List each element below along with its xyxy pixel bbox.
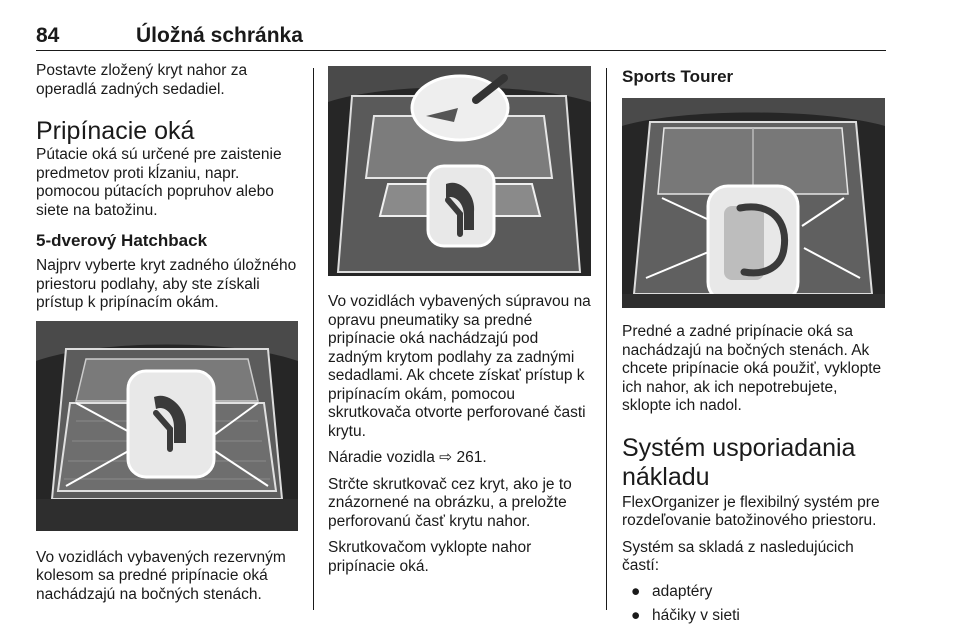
vehicle-tools-label: Náradie vozidla xyxy=(328,449,435,466)
column-1 xyxy=(36,62,301,604)
hatchback-spare-wheel-illustration xyxy=(36,321,298,531)
tyre-repair-kit-illustration xyxy=(328,66,591,276)
system-parts-intro: Systém sa skladá z nasledujúcich častí: xyxy=(622,538,854,574)
sports-tourer-description: Predné a zadné pripínacie oká sa nachádzajú na bočných stenách. Ak chcete pripínacie oká použiť, vyklopte ich nahor, ak ich nepotrebujete, sklopte ich nadol. xyxy=(622,323,882,414)
subheading-hatchback: 5-dverový Hatchback xyxy=(36,231,208,250)
column-2 xyxy=(328,62,593,576)
hatchback-instructions: Najprv vyberte kryt zadného úložného priestoru podlahy, aby ste získali prístup k pripínacím okám. xyxy=(36,257,297,311)
vehicle-tools-reference xyxy=(328,449,593,468)
spare-wheel-note: Vo vozidlách vybavených rezervným kolesom sa predné pripínacie oká nachádzajú na bočných stenách. xyxy=(36,548,286,603)
column-divider-2 xyxy=(606,68,607,610)
intro-paragraph: Postavte zložený kryt nahor za operadlá zadných sedadiel. xyxy=(36,62,248,98)
list-item: ● adaptéry xyxy=(631,582,713,600)
section-heading-tie-down-eyes: Pripínacie oká xyxy=(36,117,195,145)
column-3 xyxy=(622,62,887,626)
fold-up-instructions: Skrutkovačom vyklopte nahor pripínacie oká. xyxy=(328,539,532,575)
flexorganizer-description: FlexOrganizer je flexibilný systém pre rozdeľovanie batožinového priestoru. xyxy=(622,493,880,529)
tie-down-description: Pútacie oká sú určené pre zaistenie predmetov proti kĺzaniu, napr. pomocou pútacích popruhov alebo siete na batožinu. xyxy=(36,146,282,219)
repair-kit-instructions: Vo vozidlách vybavených súpravou na opravu pneumatiky sa predné pripínacie oká nachádzajú pod zadným krytom podlahy za zadnými sedadlami. Ak chcete získať prístup k pripínacím okám, pomocou skrutkovača otvorte perforované časti krytu. xyxy=(328,293,591,440)
page-reference-arrow-icon: ⇨ xyxy=(439,449,453,466)
section-heading-load-management: Systém usporiadania nákladu xyxy=(622,433,856,491)
screwdriver-instructions: Strčte skrutkovač cez kryt, ako je to znázornené na obrázku, a preložte perforovanú časť krytu nahor. xyxy=(328,475,572,530)
sports-tourer-illustration xyxy=(622,98,885,308)
page-number: 84 xyxy=(36,24,60,47)
page-reference-link[interactable]: 261. xyxy=(456,449,487,466)
subheading-sports-tourer: Sports Tourer xyxy=(622,67,734,86)
system-parts-list xyxy=(622,583,887,626)
column-divider-1 xyxy=(313,68,314,610)
bullet-icon: ● xyxy=(631,607,641,624)
page-header xyxy=(36,20,886,51)
bullet-icon: ● xyxy=(631,582,641,600)
page-title: Úložná schránka xyxy=(136,24,303,47)
list-item: ● háčiky v sieti xyxy=(631,607,740,624)
